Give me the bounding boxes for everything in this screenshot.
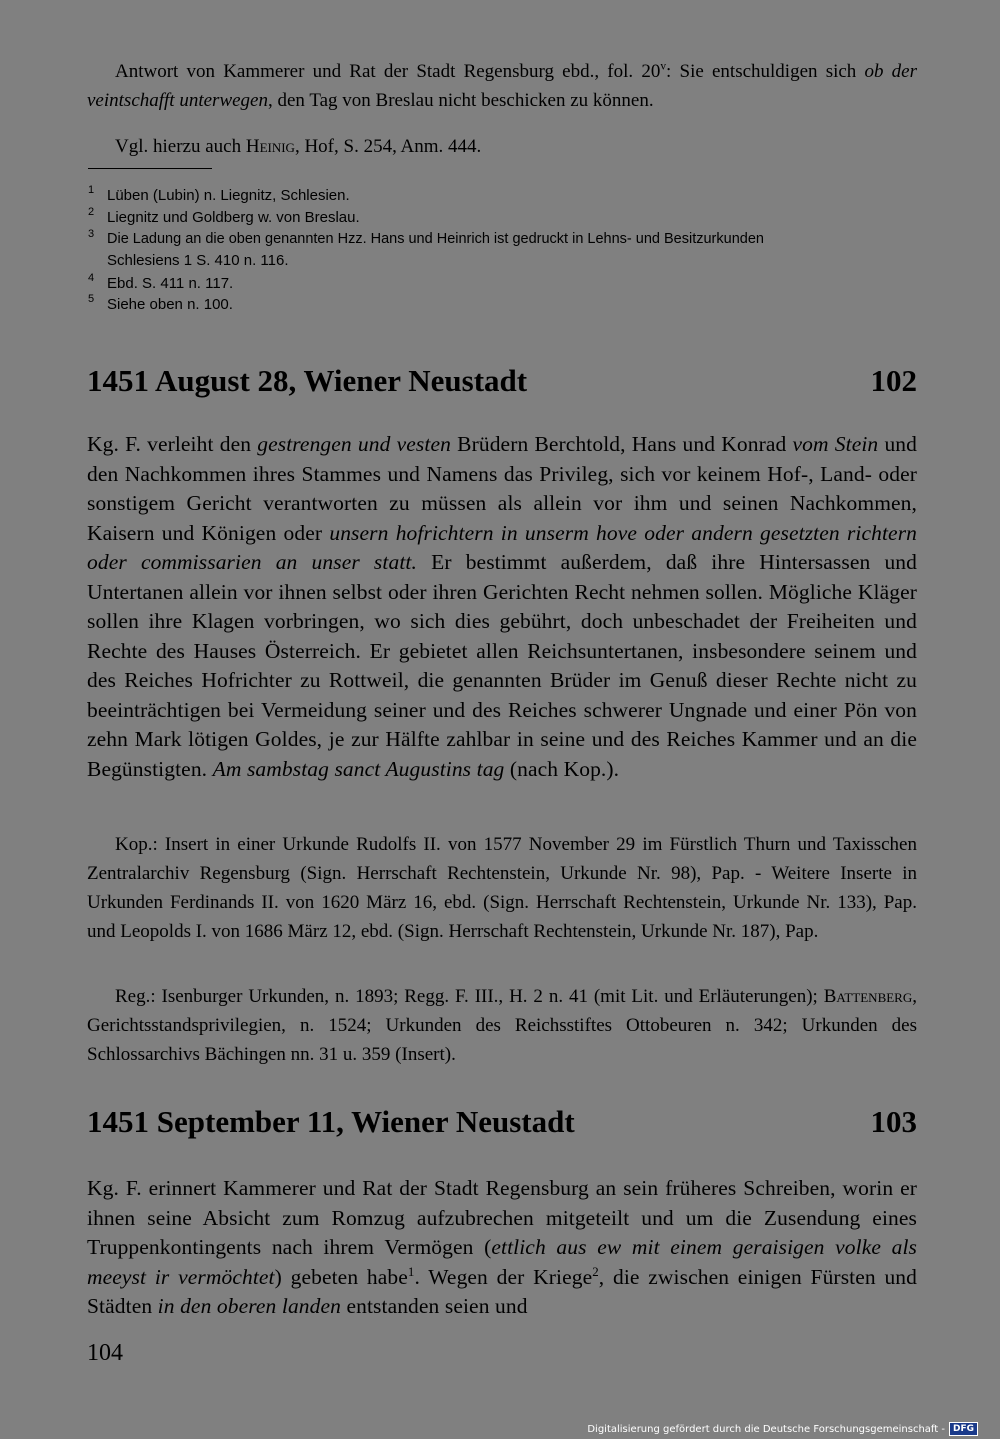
summary-text: Kg. F. erinnert Kammerer und Rat der Stadt Regensburg an sein früheres Schreiben, worin er ihnen seine Absicht zum Romzug aufzubrechen mitgeteilt und um die Zusendung eines Truppenkontingents nach ihrem Vermögen ( bbox=[87, 1176, 917, 1259]
entry-number: 103 bbox=[870, 1104, 917, 1139]
intro-block bbox=[87, 57, 917, 161]
summary-text: ) gebeten habe bbox=[274, 1264, 408, 1289]
footnote-text: Die Ladung an die oben genannten Hzz. Hans und Heinrich ist gedruckt in Lehns- und Besitzurkunden bbox=[107, 231, 764, 247]
summary-text: Er bestimmt außerdem, daß ihre Hintersassen und Untertanen allein vor ihnen selbst oder ihren Gerichten Recht nehmen sollen. Mögliche Kläger sollen ihre Klagen vorbringen, wo sich dies gebührt, doch unbeschadet der Freiheiten und Rechte des Hauses Österreich. Er gebietet allen Reichsuntertanen, insbesondere seinem und des Reiches Hofrichter zu Rottweil, die genannten Brüder im Genuß dieser Rechte nicht zu beeinträchtigen bei Vermeidung seiner und des Reiches schwerer Ungnade und einer Pön von zehn Mark lötigen Goldes, je zur Hälfte zahlbar in seine und des Reiches Kammer und an die Begünstigten. bbox=[87, 550, 917, 781]
summary-text: , die zwischen einigen Fürsten und Städten bbox=[87, 1264, 918, 1318]
intro-paragraph bbox=[87, 57, 917, 115]
footnote-text: Schlesiens 1 S. 410 n. 116. bbox=[107, 252, 289, 269]
intro-text: Antwort von Kammerer und Rat der Stadt Regensburg ebd., fol. 20 bbox=[115, 61, 661, 82]
summary-quote: Am sambstag sanct Augustins tag bbox=[212, 756, 505, 781]
vgl-text: Vgl. hierzu auch bbox=[115, 136, 246, 157]
entry-102-regesten bbox=[87, 982, 917, 1069]
summary-text: entstanden seien und bbox=[340, 1294, 528, 1318]
footnote-number: 5 bbox=[88, 293, 95, 305]
footnote-ref: 2 bbox=[592, 1264, 599, 1279]
vgl-text: , Hof, S. 254, Anm. 444. bbox=[294, 136, 482, 157]
entry-heading-103 bbox=[87, 1103, 917, 1141]
summary-text: . Wegen der Kriege bbox=[414, 1264, 593, 1289]
summary-text: und den Nachkommen ihres Stammes und Namens das Privileg, sich vor keinem Hof-, Land- oder sonstigem Gericht verantworten zu müssen als allein vor ihm und seinen Nachkommen, Kaisern und Königen oder bbox=[87, 432, 917, 545]
summary-text: Brüdern Berchtold, Hans und Konrad bbox=[450, 432, 793, 456]
reg-paragraph bbox=[87, 982, 917, 1069]
page-number: 104 bbox=[87, 1340, 123, 1366]
folio-sup: v bbox=[660, 60, 667, 73]
intro-text: : Sie entschuldigen sich bbox=[666, 61, 857, 82]
footnote-text: Liegnitz und Goldberg w. von Breslau. bbox=[107, 209, 360, 226]
kop-paragraph: Kop.: Insert in einer Urkunde Rudolfs II. von 1577 November 29 im Fürstlich Thurn und Taxisschen Zentralarchiv Regensburg (Sign. Herrschaft Rechtenstein, Urkunde Nr. 98), Pap. - Weitere Inserte in Urkunden Ferdinands II. von 1620 März 16, ebd. (Sign. Herrschaft Rechtenstein, Urkunde Nr. 133), Pap. und Leopolds I. von 1686 März 12, ebd. (Sign. Herrschaft Rechtenstein, Urkunde Nr. 187), Pap. bbox=[87, 834, 917, 942]
footnote-text: Siehe oben n. 100. bbox=[107, 296, 233, 313]
entry-heading-102 bbox=[87, 362, 917, 400]
footnote-number: 4 bbox=[88, 272, 95, 284]
entry-102-copies bbox=[87, 830, 917, 946]
entry-date-place: 1451 September 11, Wiener Neustadt bbox=[87, 1104, 575, 1139]
summary-text: Kg. F. verleiht den bbox=[87, 432, 258, 456]
footer-text: Digitalisierung gefördert durch die Deutsche Forschungsgemeinschaft - bbox=[587, 1423, 945, 1435]
vgl-paragraph bbox=[87, 132, 917, 161]
reg-text: , Gerichtsstandsprivilegien, n. 1524; Urkunden des Reichsstiftes Ottobeuren n. 342; Urkunden des Schlossarchivs Bächingen nn. 31 u. 359 (Insert). bbox=[87, 986, 917, 1065]
summary-quote: vom Stein bbox=[792, 432, 879, 456]
intro-text: , den Tag von Breslau nicht beschicken zu können. bbox=[267, 90, 654, 111]
entry-date-place: 1451 August 28, Wiener Neustadt bbox=[87, 363, 528, 398]
entry-103-summary bbox=[87, 1174, 917, 1322]
summary-quote: unsern hofrichtern in unserm hove oder andern gesetzten richtern oder commissarien an unser statt. bbox=[87, 520, 918, 574]
vgl-author: Heinig bbox=[245, 136, 295, 157]
footnote-number: 1 bbox=[88, 184, 95, 196]
summary-quote: ettlich aus ew mit einem geraisigen volke als meeyst ir vermöchtet bbox=[87, 1235, 917, 1289]
intro-italic: ob der veintschafft unterwegen bbox=[87, 61, 918, 111]
entry-number: 102 bbox=[870, 363, 917, 398]
summary-quote: in den oberen landen bbox=[157, 1294, 341, 1318]
summary-quote: gestrengen und vesten bbox=[257, 432, 451, 456]
dfg-logo: DFG bbox=[949, 1422, 978, 1436]
reg-text: Reg.: Isenburger Urkunden, n. 1893; Regg. F. III., H. 2 n. 41 (mit Lit. und Erläuterungen); bbox=[115, 986, 824, 1007]
footnote-number: 3 bbox=[88, 228, 95, 240]
entry-102-summary bbox=[87, 430, 917, 784]
summary-text: (nach Kop.). bbox=[504, 756, 620, 781]
footnote-text: Lüben (Lubin) n. Liegnitz, Schlesien. bbox=[107, 187, 350, 204]
footnote-text: Ebd. S. 411 n. 117. bbox=[107, 275, 234, 292]
footnote-number: 2 bbox=[88, 206, 95, 218]
reg-author: Battenberg bbox=[823, 986, 913, 1007]
digitization-footer bbox=[587, 1422, 978, 1436]
footnote-rule bbox=[88, 168, 212, 169]
footnote-ref: 1 bbox=[407, 1264, 415, 1279]
